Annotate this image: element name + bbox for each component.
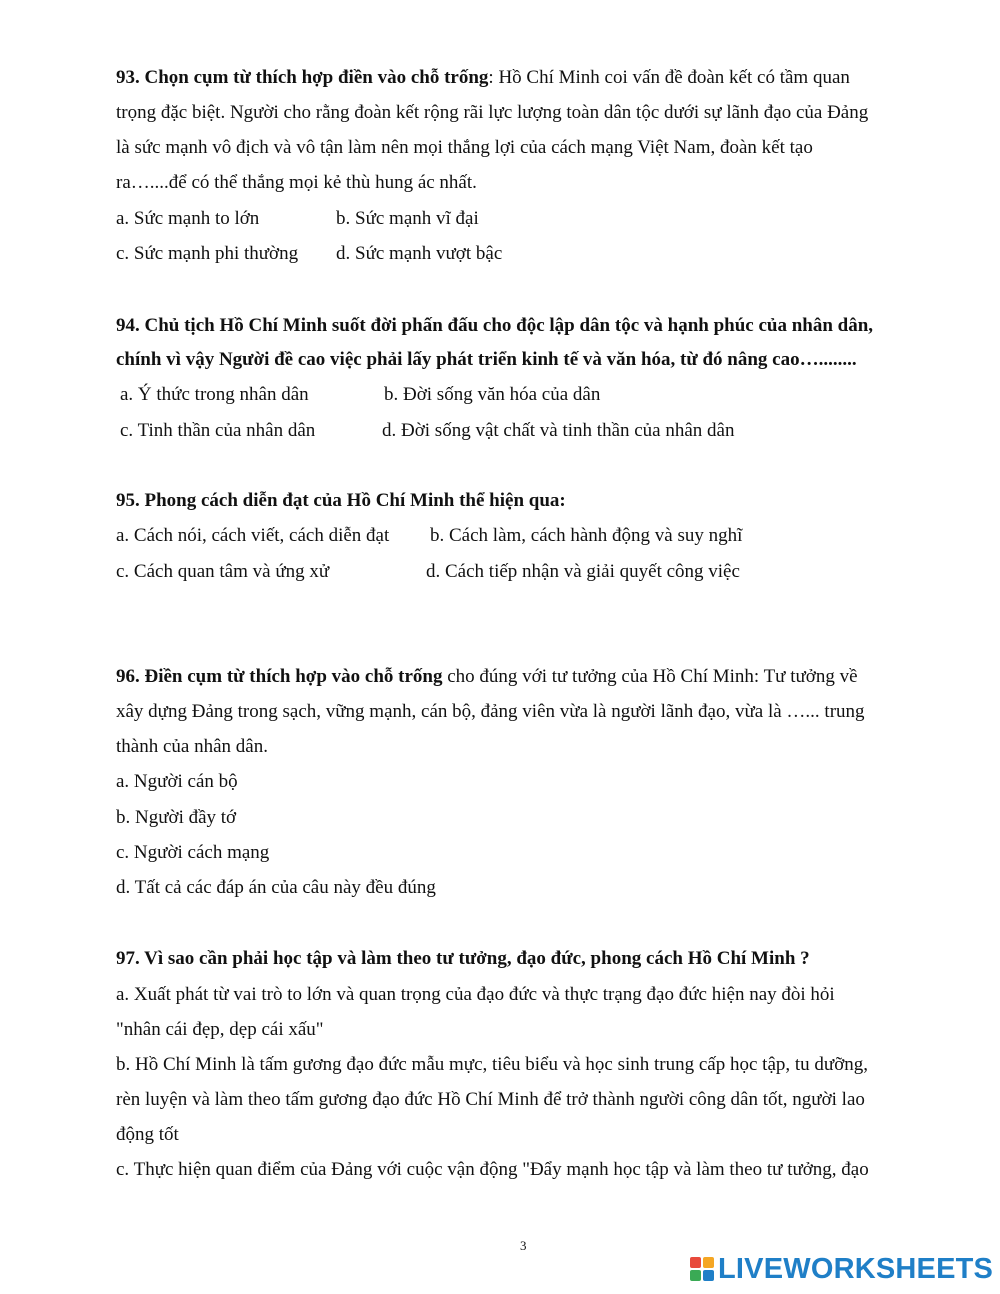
q93-option-d: d. Sức mạnh vượt bậc — [336, 243, 503, 264]
q97-option-c-line-1: c. Thực hiện quan điểm của Đảng với cuộc vận động "Đẩy mạnh học tập và làm theo tư tưởng, đạo — [116, 1159, 869, 1180]
q95-option-b: b. Cách làm, cách hành động và suy nghĩ — [430, 525, 743, 546]
q95-option-a: a. Cách nói, cách viết, cách diễn đạt — [116, 525, 390, 546]
q93-line-4: ra…....để có thể thắng mọi kẻ thù hung ác nhất. — [116, 172, 477, 193]
q96-line-1 — [116, 665, 858, 689]
q96-line-2: xây dựng Đảng trong sạch, vững mạnh, cán bộ, đảng viên vừa là người lãnh đạo, vừa là …... trung — [116, 701, 865, 722]
logo-square-1 — [690, 1257, 701, 1268]
q95-line-1: 95. Phong cách diễn đạt của Hồ Chí Minh thể hiện qua: — [116, 490, 566, 511]
q97-option-a-line-2: "nhân cái đẹp, dẹp cái xấu" — [116, 1019, 324, 1040]
q97-option-b-line-3: động tốt — [116, 1124, 179, 1145]
q96-rest: cho đúng với tư tưởng của Hồ Chí Minh: Tư tưởng về — [442, 666, 858, 687]
q93-lead: 93. Chọn cụm từ thích hợp điền vào chỗ trống — [116, 67, 489, 88]
q97-option-b-line-2: rèn luyện và làm theo tấm gương đạo đức Hồ Chí Minh để trở thành người công dân tốt, người lao — [116, 1089, 865, 1110]
q96-option-b: b. Người đầy tớ — [116, 807, 237, 828]
q93-option-c: c. Sức mạnh phi thường — [116, 243, 299, 264]
liveworksheets-logo-icon — [690, 1257, 714, 1281]
q95-option-d: d. Cách tiếp nhận và giải quyết công việc — [426, 561, 740, 582]
q96-option-a: a. Người cán bộ — [116, 771, 238, 792]
q95-option-c: c. Cách quan tâm và ứng xử — [116, 561, 330, 582]
q96-lead: 96. Điền cụm từ thích hợp vào chỗ trống — [116, 666, 443, 687]
q93-option-b: b. Sức mạnh vĩ đại — [336, 208, 479, 229]
q96-line-3: thành của nhân dân. — [116, 736, 268, 757]
q93-line-3: là sức mạnh vô địch và vô tận làm nên mọi thắng lợi của cách mạng Việt Nam, đoàn kết tạo — [116, 137, 813, 158]
q93-option-a: a. Sức mạnh to lớn — [116, 208, 260, 229]
q93-line-2: trọng đặc biệt. Người cho rằng đoàn kết rộng rãi lực lượng toàn dân tộc dưới sự lãnh đạo của Đảng — [116, 102, 869, 123]
q93-line-1 — [116, 66, 850, 90]
q94-line-1: 94. Chủ tịch Hồ Chí Minh suốt đời phấn đấu cho độc lập dân tộc và hạnh phúc của nhân dân, — [116, 315, 874, 336]
liveworksheets-wordmark: LIVEWORKSHEETS — [718, 1252, 994, 1285]
q93-rest: : Hồ Chí Minh coi vấn đề đoàn kết có tầm quan — [488, 67, 850, 88]
logo-square-3 — [690, 1270, 701, 1281]
logo-square-4 — [703, 1270, 714, 1281]
liveworksheets-brand[interactable] — [690, 1252, 993, 1286]
q94-line-2: chính vì vậy Người đề cao việc phải lấy phát triển kinh tế và văn hóa, từ đó nâng cao…........ — [116, 349, 857, 370]
q94-option-d: d. Đời sống vật chất và tinh thần của nhân dân — [382, 420, 735, 441]
logo-square-2 — [703, 1257, 714, 1268]
q97-line-1: 97. Vì sao cần phải học tập và làm theo tư tưởng, đạo đức, phong cách Hồ Chí Minh ? — [116, 948, 810, 969]
q96-option-d: d. Tất cả các đáp án của câu này đều đúng — [116, 877, 436, 898]
q94-option-a: a. Ý thức trong nhân dân — [120, 384, 309, 405]
page-number: 3 — [520, 1238, 527, 1253]
q94-option-c: c. Tinh thần của nhân dân — [120, 420, 316, 441]
q97-option-a-line-1: a. Xuất phát từ vai trò to lớn và quan trọng của đạo đức và thực trạng đạo đức hiện nay đòi hỏi — [116, 984, 835, 1005]
q97-option-b-line-1: b. Hồ Chí Minh là tấm gương đạo đức mẫu mực, tiêu biểu và học sinh trung cấp học tập, tu dưỡng, — [116, 1054, 869, 1075]
q94-option-b: b. Đời sống văn hóa của dân — [384, 384, 601, 405]
q96-option-c: c. Người cách mạng — [116, 842, 270, 863]
